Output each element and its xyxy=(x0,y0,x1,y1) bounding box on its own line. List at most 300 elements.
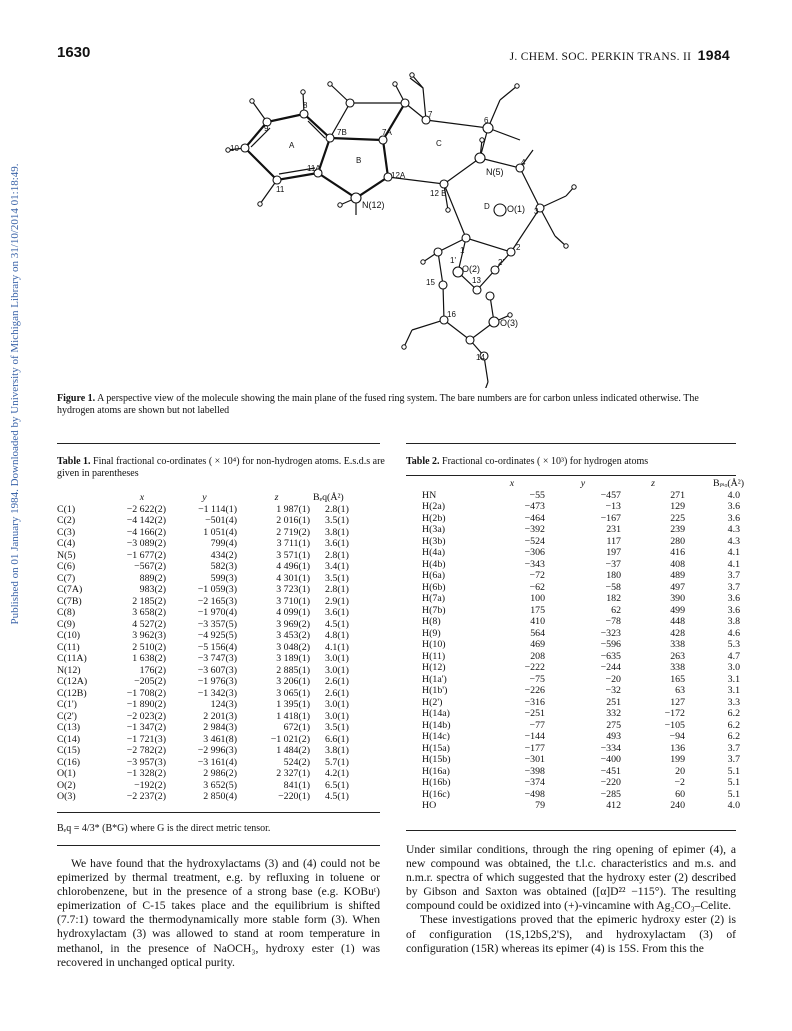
table-cell: −1 970(4) xyxy=(197,607,237,618)
table-cell: −58 xyxy=(605,581,621,593)
table2-bottom-rule xyxy=(406,830,736,831)
table-cell: C(6) xyxy=(57,561,76,572)
table-cell: 6.5(1) xyxy=(325,779,349,791)
label-c4: 4 xyxy=(521,158,526,167)
table-cell: −94 xyxy=(669,731,685,742)
table-cell: C(3) xyxy=(57,526,76,538)
table-cell: 4.8(1) xyxy=(325,630,349,641)
table-cell: 4.6 xyxy=(727,627,740,639)
table-cell: −1 328(2) xyxy=(126,768,166,779)
table-cell: −20 xyxy=(605,673,621,685)
table-cell: −167 xyxy=(600,512,621,524)
table-cell: 599(3) xyxy=(210,572,237,584)
table-cell: 3.8 xyxy=(727,616,740,627)
table-cell: −226 xyxy=(524,685,545,696)
table-cell: C(7B) xyxy=(57,595,82,607)
table-cell: C(15) xyxy=(57,745,81,756)
table-cell: −4 142(2) xyxy=(126,515,166,526)
table1-row xyxy=(57,607,373,619)
table2-header-z: z xyxy=(651,478,655,489)
table2-row xyxy=(406,720,744,732)
atoms xyxy=(241,99,544,360)
label-c1: 1 xyxy=(460,246,465,255)
table-cell: 3 962(3) xyxy=(132,630,166,641)
table-cell: C(2') xyxy=(57,710,77,722)
table-cell: 3.7 xyxy=(727,581,740,593)
table1-footnote: Bₑq = 4/3* (B*G) where G is the direct metric tensor. xyxy=(57,823,271,834)
table-cell: −1 347(2) xyxy=(126,722,166,733)
table-cell: 3.0(1) xyxy=(325,699,349,710)
table-cell: 271 xyxy=(670,489,685,501)
table-cell: 332 xyxy=(606,708,621,719)
table-cell: C(13) xyxy=(57,722,81,733)
table-cell: H(16c) xyxy=(422,788,450,800)
table-cell: 4.0 xyxy=(727,800,740,811)
table-cell: H(15b) xyxy=(422,754,451,765)
label-c13: 13 xyxy=(472,276,481,285)
table1-row xyxy=(57,699,373,711)
table2-row xyxy=(406,685,744,697)
table2-row xyxy=(406,731,744,743)
table-cell: −62 xyxy=(529,581,545,593)
table-cell: 79 xyxy=(535,800,545,811)
table2-head-rule xyxy=(406,475,736,476)
table-cell: 3.5(1) xyxy=(325,722,349,733)
table-cell: 469 xyxy=(530,639,545,650)
table-cell: −220(1) xyxy=(278,791,310,802)
table-cell: 4 527(2) xyxy=(132,618,166,630)
table-cell: −5 156(4) xyxy=(197,641,237,653)
table1-row xyxy=(57,515,373,527)
table-cell: C(8) xyxy=(57,607,76,618)
table2-row xyxy=(406,536,744,548)
table-cell: H(15a) xyxy=(422,742,450,754)
table-cell: −457 xyxy=(600,489,621,501)
label-c3: 3 xyxy=(534,207,539,216)
table-cell: H(9) xyxy=(422,627,441,639)
table-cell: 3 652(5) xyxy=(203,779,237,791)
table-cell: −473 xyxy=(524,501,545,512)
table1-row xyxy=(57,653,373,665)
table-cell: C(1) xyxy=(57,503,76,515)
table1-top-rule xyxy=(57,443,380,444)
table1-header-beq: Bₑq(Å²) xyxy=(313,492,344,503)
table-cell: 338 xyxy=(670,639,685,650)
table-cell: 180 xyxy=(606,570,621,581)
table-cell: 175 xyxy=(530,604,545,616)
label-c15: 15 xyxy=(426,278,435,287)
table-cell: H(3a) xyxy=(422,524,446,535)
table-cell: −524 xyxy=(524,535,545,547)
table2-row xyxy=(406,777,744,789)
table-cell: 4.1(1) xyxy=(325,641,349,653)
label-c10: 10 xyxy=(230,144,239,153)
table-cell: 3 710(1) xyxy=(276,595,310,607)
table-cell: 6.2 xyxy=(727,708,740,719)
table1-row xyxy=(57,745,373,757)
label-n12: N(12) xyxy=(362,200,385,210)
table-cell: 1 395(1) xyxy=(276,699,310,710)
table-cell: 564 xyxy=(530,627,545,639)
table-cell: 3.6(1) xyxy=(325,538,349,549)
table-cell: 3 189(1) xyxy=(276,653,310,664)
table1-row xyxy=(57,550,373,562)
table1-header-z: z xyxy=(274,492,279,503)
table-cell: 3.4(1) xyxy=(325,561,349,572)
table-cell: C(1') xyxy=(57,699,77,710)
table-cell: 6.2 xyxy=(727,731,740,742)
table-cell: 182 xyxy=(606,593,621,604)
table1-row xyxy=(57,561,373,573)
table-cell: −3 607(3) xyxy=(197,664,237,676)
table-cell: 3.7 xyxy=(727,742,740,754)
table-cell: −1 342(3) xyxy=(197,687,237,699)
table-cell: HO xyxy=(422,800,437,811)
table-cell: 5.3 xyxy=(727,639,740,650)
column-left-rule xyxy=(57,845,380,846)
table2-row xyxy=(406,708,744,720)
table2-row xyxy=(406,547,744,559)
table-cell: −72 xyxy=(529,570,545,581)
table-cell: 889(2) xyxy=(139,572,166,584)
table1-caption-text: Final fractional co-ordinates ( × 10⁴) for non-hydrogen atoms. E.s.d.s are given in parentheses xyxy=(57,456,385,479)
table-cell: 672(1) xyxy=(283,722,310,733)
table-cell: 165 xyxy=(670,673,685,685)
table-cell: −323 xyxy=(600,627,621,639)
table-cell: 3.1 xyxy=(727,685,740,696)
table-cell: 6.2 xyxy=(727,719,740,731)
table-cell: 493 xyxy=(606,731,621,742)
table1-header-x: x xyxy=(139,492,145,503)
table-cell: 239 xyxy=(670,524,685,535)
table-cell: −4 166(2) xyxy=(126,526,166,538)
table2-row xyxy=(406,616,744,628)
label-o3: O(3) xyxy=(500,318,518,328)
table-cell: 4.3 xyxy=(727,535,740,547)
table2-header-y: y xyxy=(580,478,586,489)
table-cell: −2 782(2) xyxy=(126,745,166,756)
label-c6: 6 xyxy=(484,116,489,125)
table-cell: 5.1 xyxy=(727,765,740,777)
table1-caption-label: Table 1. xyxy=(57,456,91,467)
table-cell: 4 301(1) xyxy=(276,572,310,584)
table-cell: 136 xyxy=(670,742,685,754)
table-cell: −75 xyxy=(529,673,545,685)
table-cell: C(16) xyxy=(57,756,81,768)
table-cell: −400 xyxy=(600,754,621,765)
table-cell: 3 658(2) xyxy=(132,607,166,618)
table-cell: 4.1 xyxy=(727,547,740,558)
table-cell: −78 xyxy=(605,616,621,627)
table-cell: −2 622(2) xyxy=(126,503,166,515)
table-cell: 2.8(1) xyxy=(325,503,349,515)
label-c16: 16 xyxy=(447,310,456,319)
label-c2: 2 xyxy=(516,243,521,252)
table-cell: −343 xyxy=(524,558,545,570)
table2-row xyxy=(406,628,744,640)
table2-row xyxy=(406,524,744,536)
table-cell: −244 xyxy=(600,662,621,673)
table-cell: −13 xyxy=(605,501,621,512)
table-cell: 338 xyxy=(670,662,685,673)
label-o1: O(1) xyxy=(507,204,525,214)
table-cell: −2 165(3) xyxy=(197,595,237,607)
table-cell: 2.8(1) xyxy=(325,584,349,595)
table-cell: 2.6(1) xyxy=(325,676,349,687)
table-cell: 124(3) xyxy=(210,699,237,710)
table-cell: 841(1) xyxy=(283,779,310,791)
table-cell: 5.1 xyxy=(727,777,740,788)
table-cell: 3.6(1) xyxy=(325,607,349,618)
table-cell: 3.1 xyxy=(727,673,740,685)
table-cell: H(10) xyxy=(422,639,446,650)
label-c11a: 11A xyxy=(307,164,321,173)
table-cell: 3 711(1) xyxy=(276,538,310,549)
table-cell: 240 xyxy=(670,800,685,811)
table-cell: −3 747(3) xyxy=(197,653,237,664)
table-cell: H(4b) xyxy=(422,558,446,570)
table-cell: −301 xyxy=(524,754,545,765)
table-cell: −77 xyxy=(529,719,545,731)
download-watermark: Published on 01 January 1984. Downloaded by University of Michigan Library on 31/10/2014 01:18:49. xyxy=(9,163,21,625)
journal-title: J. CHEM. SOC. PERKIN TRANS. II xyxy=(509,51,692,63)
table-cell: 2 850(4) xyxy=(203,791,237,802)
table-cell: H(16a) xyxy=(422,765,450,777)
table1-row xyxy=(57,711,373,723)
table-cell: 4 099(1) xyxy=(276,607,310,618)
table-cell: H(8) xyxy=(422,616,441,627)
table-cell: H(11) xyxy=(422,650,446,662)
table-cell: 4.2(1) xyxy=(325,768,349,779)
table1-row xyxy=(57,630,373,642)
table1-row xyxy=(57,757,373,769)
table-cell: −205(2) xyxy=(134,676,166,687)
table1 xyxy=(57,492,373,803)
ring-label-d: D xyxy=(484,202,490,211)
table-cell: 4.1 xyxy=(727,558,740,570)
table-cell: 4.5(1) xyxy=(325,791,349,802)
label-c7a: 7A xyxy=(382,128,392,137)
table2-caption xyxy=(406,456,736,468)
table-cell: −177 xyxy=(524,742,545,754)
table-cell: 4.5(1) xyxy=(325,618,349,630)
table1-row xyxy=(57,688,373,700)
table-cell: H(6b) xyxy=(422,581,446,593)
table-cell: H(2b) xyxy=(422,512,446,524)
table-cell: 1 051(4) xyxy=(203,526,237,538)
table-cell: 3 206(1) xyxy=(276,676,310,687)
table1-row xyxy=(57,780,373,792)
ring-label-b: B xyxy=(356,156,362,165)
table-cell: 20 xyxy=(675,765,685,777)
table2-caption-label: Table 2. xyxy=(406,456,440,467)
table-cell: −306 xyxy=(524,547,545,558)
table2-row xyxy=(406,559,744,571)
table2 xyxy=(406,478,744,812)
table-cell: H(14a) xyxy=(422,708,450,719)
table-cell: 225 xyxy=(670,512,685,524)
label-n5: N(5) xyxy=(486,167,504,177)
table-cell: −144 xyxy=(524,731,545,742)
table-cell: 4 496(1) xyxy=(276,561,310,572)
table-cell: H(4a) xyxy=(422,547,446,558)
table-cell: C(7A) xyxy=(57,584,83,595)
table-cell: −3 161(4) xyxy=(197,756,237,768)
table-cell: C(12A) xyxy=(57,676,88,687)
table1-row xyxy=(57,573,373,585)
figure-caption-label: Figure 1. xyxy=(57,393,96,404)
journal-year: 1984 xyxy=(697,47,730,63)
table-cell: 5.1 xyxy=(727,788,740,800)
table-cell: −220 xyxy=(600,777,621,788)
table1-caption xyxy=(57,456,387,480)
table-cell: H(16b) xyxy=(422,777,451,788)
table-cell: 408 xyxy=(670,558,685,570)
table-cell: 3.0 xyxy=(727,662,740,673)
table-cell: C(7) xyxy=(57,572,76,584)
table-cell: 3.6 xyxy=(727,604,740,616)
table-cell: 3.8(1) xyxy=(325,526,349,538)
table-cell: −334 xyxy=(600,742,621,754)
table-cell: 434(2) xyxy=(210,549,237,561)
table2-header-biso: Bᵢₛₒ(Å²) xyxy=(712,478,744,489)
table-cell: 2 016(1) xyxy=(276,515,310,526)
table-cell: 3.0(1) xyxy=(325,664,349,676)
table-cell: −3 957(3) xyxy=(126,756,166,768)
table-cell: −596 xyxy=(600,639,621,650)
table1-row xyxy=(57,596,373,608)
table-cell: 5.7(1) xyxy=(325,756,349,768)
table-cell: O(1) xyxy=(57,768,76,779)
table-cell: 3 461(8) xyxy=(203,733,237,745)
table-cell: 3 723(1) xyxy=(276,584,310,595)
table-cell: 3 065(1) xyxy=(276,687,310,699)
table-cell: C(11A) xyxy=(57,653,87,664)
table1-row xyxy=(57,527,373,539)
table-cell: N(5) xyxy=(57,549,76,561)
table-cell: 2.6(1) xyxy=(325,687,349,699)
table2-row xyxy=(406,605,744,617)
table-cell: C(2) xyxy=(57,515,76,526)
table-cell: −398 xyxy=(524,765,545,777)
table-cell: 3 453(2) xyxy=(276,630,310,641)
table-cell: 1 418(1) xyxy=(276,710,310,722)
table1-row xyxy=(57,676,373,688)
table-cell: 176(2) xyxy=(139,664,166,676)
table-cell: H(2a) xyxy=(422,501,446,512)
table-cell: 448 xyxy=(670,616,685,627)
label-o2: O(2) xyxy=(462,264,480,274)
table-cell: 4.7 xyxy=(727,650,740,662)
table-cell: −37 xyxy=(605,558,621,570)
table-cell: 3.6 xyxy=(727,512,740,524)
table-cell: −1 708(2) xyxy=(126,687,166,699)
body-paragraph: Under similar conditions, through the ring opening of epimer (4), a new compound was obtained, the t.l.c. characteristics and m.s. and n.m.r. spectra of which suggested that the hydroxy ester (2) described by Gibson and Saxton was obtained ([α]D²² −115°). The resulting compound could be oxidized into (+)-vincamine with Ag₂CO₃–Celite. xyxy=(406,843,736,913)
table-cell: −1 114(1) xyxy=(198,503,237,515)
table2-row xyxy=(406,662,744,674)
table-cell: 3.3 xyxy=(727,696,740,708)
table-cell: 2 327(1) xyxy=(276,768,310,779)
table-cell: −1 721(3) xyxy=(126,733,166,745)
figure-caption xyxy=(57,393,737,417)
table-cell: 129 xyxy=(670,501,685,512)
table-cell: −464 xyxy=(524,512,545,524)
table2-top-rule xyxy=(406,443,736,444)
table2-row xyxy=(406,582,744,594)
table-cell: 416 xyxy=(670,547,685,558)
table1-row xyxy=(57,584,373,596)
table2-row xyxy=(406,789,744,801)
table2-row xyxy=(406,800,744,812)
table2-row xyxy=(406,490,744,502)
table-cell: 3.7 xyxy=(727,754,740,765)
table-cell: −285 xyxy=(600,788,621,800)
ring-label-c: C xyxy=(436,139,442,148)
table-cell: −2 023(2) xyxy=(126,710,166,722)
label-c7b: 7B xyxy=(337,128,347,137)
body-right-column xyxy=(406,843,736,956)
label-c12a: 12A xyxy=(391,171,406,180)
table-cell: 2.9(1) xyxy=(325,595,349,607)
table-cell: H(7a) xyxy=(422,593,446,604)
table-cell: 582(3) xyxy=(210,561,237,572)
table-cell: 3 048(2) xyxy=(276,641,310,653)
table-cell: −32 xyxy=(605,685,621,696)
table-cell: H(7b) xyxy=(422,604,446,616)
table-cell: N(12) xyxy=(57,664,81,676)
table-cell: 390 xyxy=(670,593,685,604)
table-cell: 2 185(2) xyxy=(132,595,166,607)
table-cell: 1 484(2) xyxy=(276,745,310,756)
table-cell: 263 xyxy=(670,650,685,662)
table-cell: −1 976(3) xyxy=(197,676,237,687)
body-paragraph: We have found that the hydroxylactams (3) and (4) could not be epimerized by thermal treatment, e.g. by refluxing in toluene or chlorobenzene, but in the presence of a strong base (e.g. KOBuᵗ) epimerization of C-15 takes place and the equilibrium is shifted (7.7:1) toward the thermodynamically more stable form (3). When hydroxylactam (3) was allowed to stand at room temperature in methanol, in the presence of NaOCH₃, hydroxy ester (1) was recovered in unchanged optical purity. xyxy=(57,857,380,969)
table-cell: H(3b) xyxy=(422,535,446,547)
table-cell: −55 xyxy=(529,489,545,501)
table-cell: −4 925(5) xyxy=(197,630,237,641)
table1-row xyxy=(57,619,373,631)
table-cell: −567(2) xyxy=(134,561,166,572)
table-cell: 499 xyxy=(670,604,685,616)
body-paragraph: These investigations proved that the epimeric hydroxy ester (2) is of configuration (1S,12bS,2'S), and hydroxylactam (3) of configuration (15R) whereas its epimer (4) is 15S. From this the xyxy=(406,913,736,955)
label-c7: 7 xyxy=(428,110,433,119)
table-cell: O(2) xyxy=(57,779,76,791)
label-c11: 11 xyxy=(276,185,285,194)
table1-row xyxy=(57,665,373,677)
table1-row xyxy=(57,734,373,746)
table-cell: C(4) xyxy=(57,538,76,549)
table-cell: O(3) xyxy=(57,791,76,802)
table-cell: 3.8(1) xyxy=(325,745,349,756)
table1-row xyxy=(57,642,373,654)
table-cell: 275 xyxy=(606,719,621,731)
table-cell: 199 xyxy=(670,754,685,765)
table-cell: HN xyxy=(422,489,437,501)
table-cell: 3 969(2) xyxy=(276,618,310,630)
figure-caption-text: A perspective view of the molecule showing the main plane of the fused ring system. The bare numbers are for carbon unless indicated otherwise. The hydrogen atoms are shown but not labelled xyxy=(57,393,699,416)
table-cell: 524(2) xyxy=(283,756,310,768)
table-cell: −2 996(3) xyxy=(197,745,237,756)
table-cell: H(2') xyxy=(422,696,443,708)
table1-bottom-rule xyxy=(57,812,380,813)
table-cell: 2 986(2) xyxy=(203,768,237,779)
table-cell: −1 890(2) xyxy=(126,699,166,710)
table-cell: 3.0(1) xyxy=(325,653,349,664)
table-cell: −105 xyxy=(664,719,685,731)
table-cell: −1 677(2) xyxy=(126,549,166,561)
table-cell: −374 xyxy=(524,777,545,788)
table-cell: 3.7 xyxy=(727,570,740,581)
